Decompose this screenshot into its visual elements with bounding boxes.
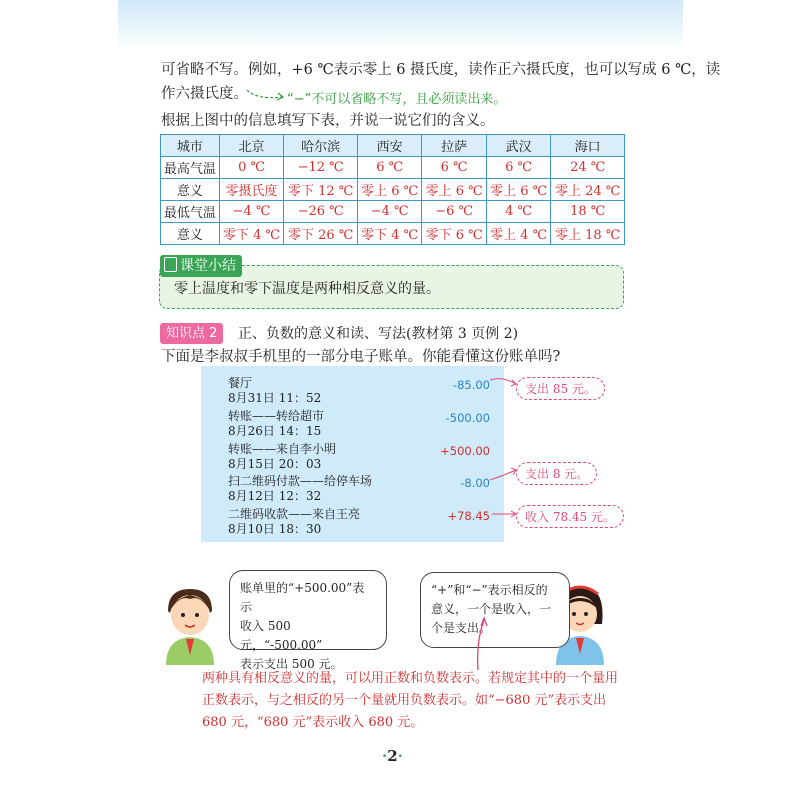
- boy-icon: [160, 585, 220, 665]
- bill-item-time: 8月26日 14：15: [228, 424, 322, 438]
- table-row: [161, 201, 625, 223]
- note-expense-8: 支出 8 元。: [516, 462, 597, 485]
- table-cell: 零上 4 ℃: [486, 223, 550, 245]
- bill-panel: [201, 366, 504, 542]
- conclusion-text: 两种具有相反意义的量，可以用正数和负数表示。若规定其中的一个量用正数表示，与之相反的另一个量就用负数表示。如“−680 元”表示支出 680 元，“680 元”表示收入 680 元。: [202, 671, 619, 730]
- bill-item-name: 餐厅: [228, 376, 253, 390]
- bill-item: [228, 474, 372, 504]
- bubble-line: 个是支出。: [431, 621, 492, 635]
- arrow-icon: [245, 86, 287, 104]
- bubble-line: 账单里的“+500.00”表示: [240, 581, 365, 614]
- table-row: [161, 157, 625, 179]
- minus-sign-note: “−”不可以省略不写，且必须读出来。: [287, 92, 507, 107]
- header-cell: 海口: [551, 135, 625, 157]
- table-cell: 零上 24 ℃: [551, 179, 625, 201]
- table-cell: 6 ℃: [422, 157, 486, 179]
- table-cell: 零下 4 ℃: [357, 223, 421, 245]
- bubble-line: “+”和“−”表示相反的: [431, 583, 548, 597]
- bubble-line: 表示支出 500 元。: [240, 657, 343, 671]
- bill-item-time: 8月31日 11：52: [228, 391, 322, 405]
- table-cell: 零下 6 ℃: [422, 223, 486, 245]
- top-band: [118, 0, 683, 50]
- bill-item-time: 8月10日 18：30: [228, 522, 322, 536]
- bubble-line: 收入 500 元，“-500.00”: [240, 619, 323, 652]
- bill-item-name: 二维码收款——来自王亮: [228, 507, 361, 521]
- table-cell: 0 ℃: [219, 157, 283, 179]
- knowledge-point-subtitle: 下面是李叔叔手机里的一部分电子账单。你能看懂这份账单吗?: [161, 349, 561, 365]
- row-label: 最低气温: [161, 201, 220, 223]
- bill-item-name: 转账——转给超市: [228, 409, 325, 423]
- table-cell: −26 ℃: [284, 201, 358, 223]
- intro-line-2: 作六摄氏度。: [161, 86, 248, 102]
- bill-item: [228, 376, 321, 406]
- row-label: 意义: [161, 179, 220, 201]
- header-cell: 北京: [219, 135, 283, 157]
- table-cell: 零下 4 ℃: [219, 223, 283, 245]
- table-header-row: [161, 135, 625, 157]
- bill-item-time: 8月15日 20：03: [228, 457, 322, 471]
- summary-title: [160, 255, 242, 277]
- table-cell: 零上 6 ℃: [357, 179, 421, 201]
- boy-speech-bubble: [229, 570, 387, 671]
- summary-title-text: 课堂小结: [180, 258, 236, 274]
- row-label: 最高气温: [161, 157, 220, 179]
- table-cell: 4 ℃: [486, 201, 550, 223]
- header-cell: 武汉: [486, 135, 550, 157]
- table-cell: 18 ℃: [551, 201, 625, 223]
- bill-item-name: 扫二维码付款——给停车场: [228, 474, 373, 488]
- header-cell: 城市: [161, 135, 220, 157]
- bill-item: [228, 442, 336, 472]
- bubble-line: 意义，一个是收入，一: [431, 602, 552, 616]
- header-cell: 西安: [357, 135, 421, 157]
- note-icon: [164, 257, 177, 272]
- note-arrows: [490, 372, 520, 522]
- bill-item: [228, 507, 360, 537]
- bill-item-time: 8月12日 12：32: [228, 489, 322, 503]
- table-cell: −4 ℃: [219, 201, 283, 223]
- header-cell: 哈尔滨: [284, 135, 358, 157]
- temperature-table: [160, 134, 625, 245]
- table-cell: 6 ℃: [357, 157, 421, 179]
- page-number-value: 2: [387, 747, 398, 765]
- knowledge-point-tag: 知识点 2: [160, 323, 223, 344]
- table-prompt: 根据上图中的信息填写下表，并说一说它们的含义。: [161, 113, 495, 129]
- table-cell: 6 ℃: [486, 157, 550, 179]
- row-label: 意义: [161, 223, 220, 245]
- bill-item-amount: -500.00: [445, 411, 490, 425]
- intro-line-1: 可省略不写。例如，+6 ℃表示零上 6 摄氏度，读作正六摄氏度，也可以写成 6 ℃，读: [161, 62, 721, 78]
- table-row: [161, 223, 625, 245]
- girl-speech-bubble: [420, 572, 570, 648]
- bill-item-amount: +500.00: [440, 444, 490, 458]
- table-cell: −4 ℃: [357, 201, 421, 223]
- table-cell: 24 ℃: [551, 157, 625, 179]
- knowledge-point-title: 正、负数的意义和读、写法(教材第 3 页例 2): [238, 326, 519, 342]
- table-row: [161, 179, 625, 201]
- table-cell: −6 ℃: [422, 201, 486, 223]
- table-cell: 零下 12 ℃: [284, 179, 358, 201]
- page-number: ·2·: [382, 747, 403, 765]
- summary-text: 零上温度和零下温度是两种相反意义的量。: [174, 281, 440, 297]
- table-cell: 零上 6 ℃: [486, 179, 550, 201]
- bill-item: [228, 409, 324, 439]
- header-cell: 拉萨: [422, 135, 486, 157]
- table-cell: 零上 6 ℃: [422, 179, 486, 201]
- table-cell: 零摄氏度: [219, 179, 283, 201]
- table-cell: 零上 18 ℃: [551, 223, 625, 245]
- bill-item-name: 转账——来自李小明: [228, 442, 337, 456]
- table-cell: −12 ℃: [284, 157, 358, 179]
- note-income-78: 收入 78.45 元。: [516, 505, 624, 528]
- bill-item-amount: -8.00: [460, 476, 490, 490]
- arrow-icon: [470, 616, 490, 676]
- bill-item-amount: +78.45: [447, 509, 490, 523]
- note-expense-85: 支出 85 元。: [516, 377, 605, 400]
- bill-item-amount: -85.00: [452, 378, 490, 392]
- table-cell: 零下 26 ℃: [284, 223, 358, 245]
